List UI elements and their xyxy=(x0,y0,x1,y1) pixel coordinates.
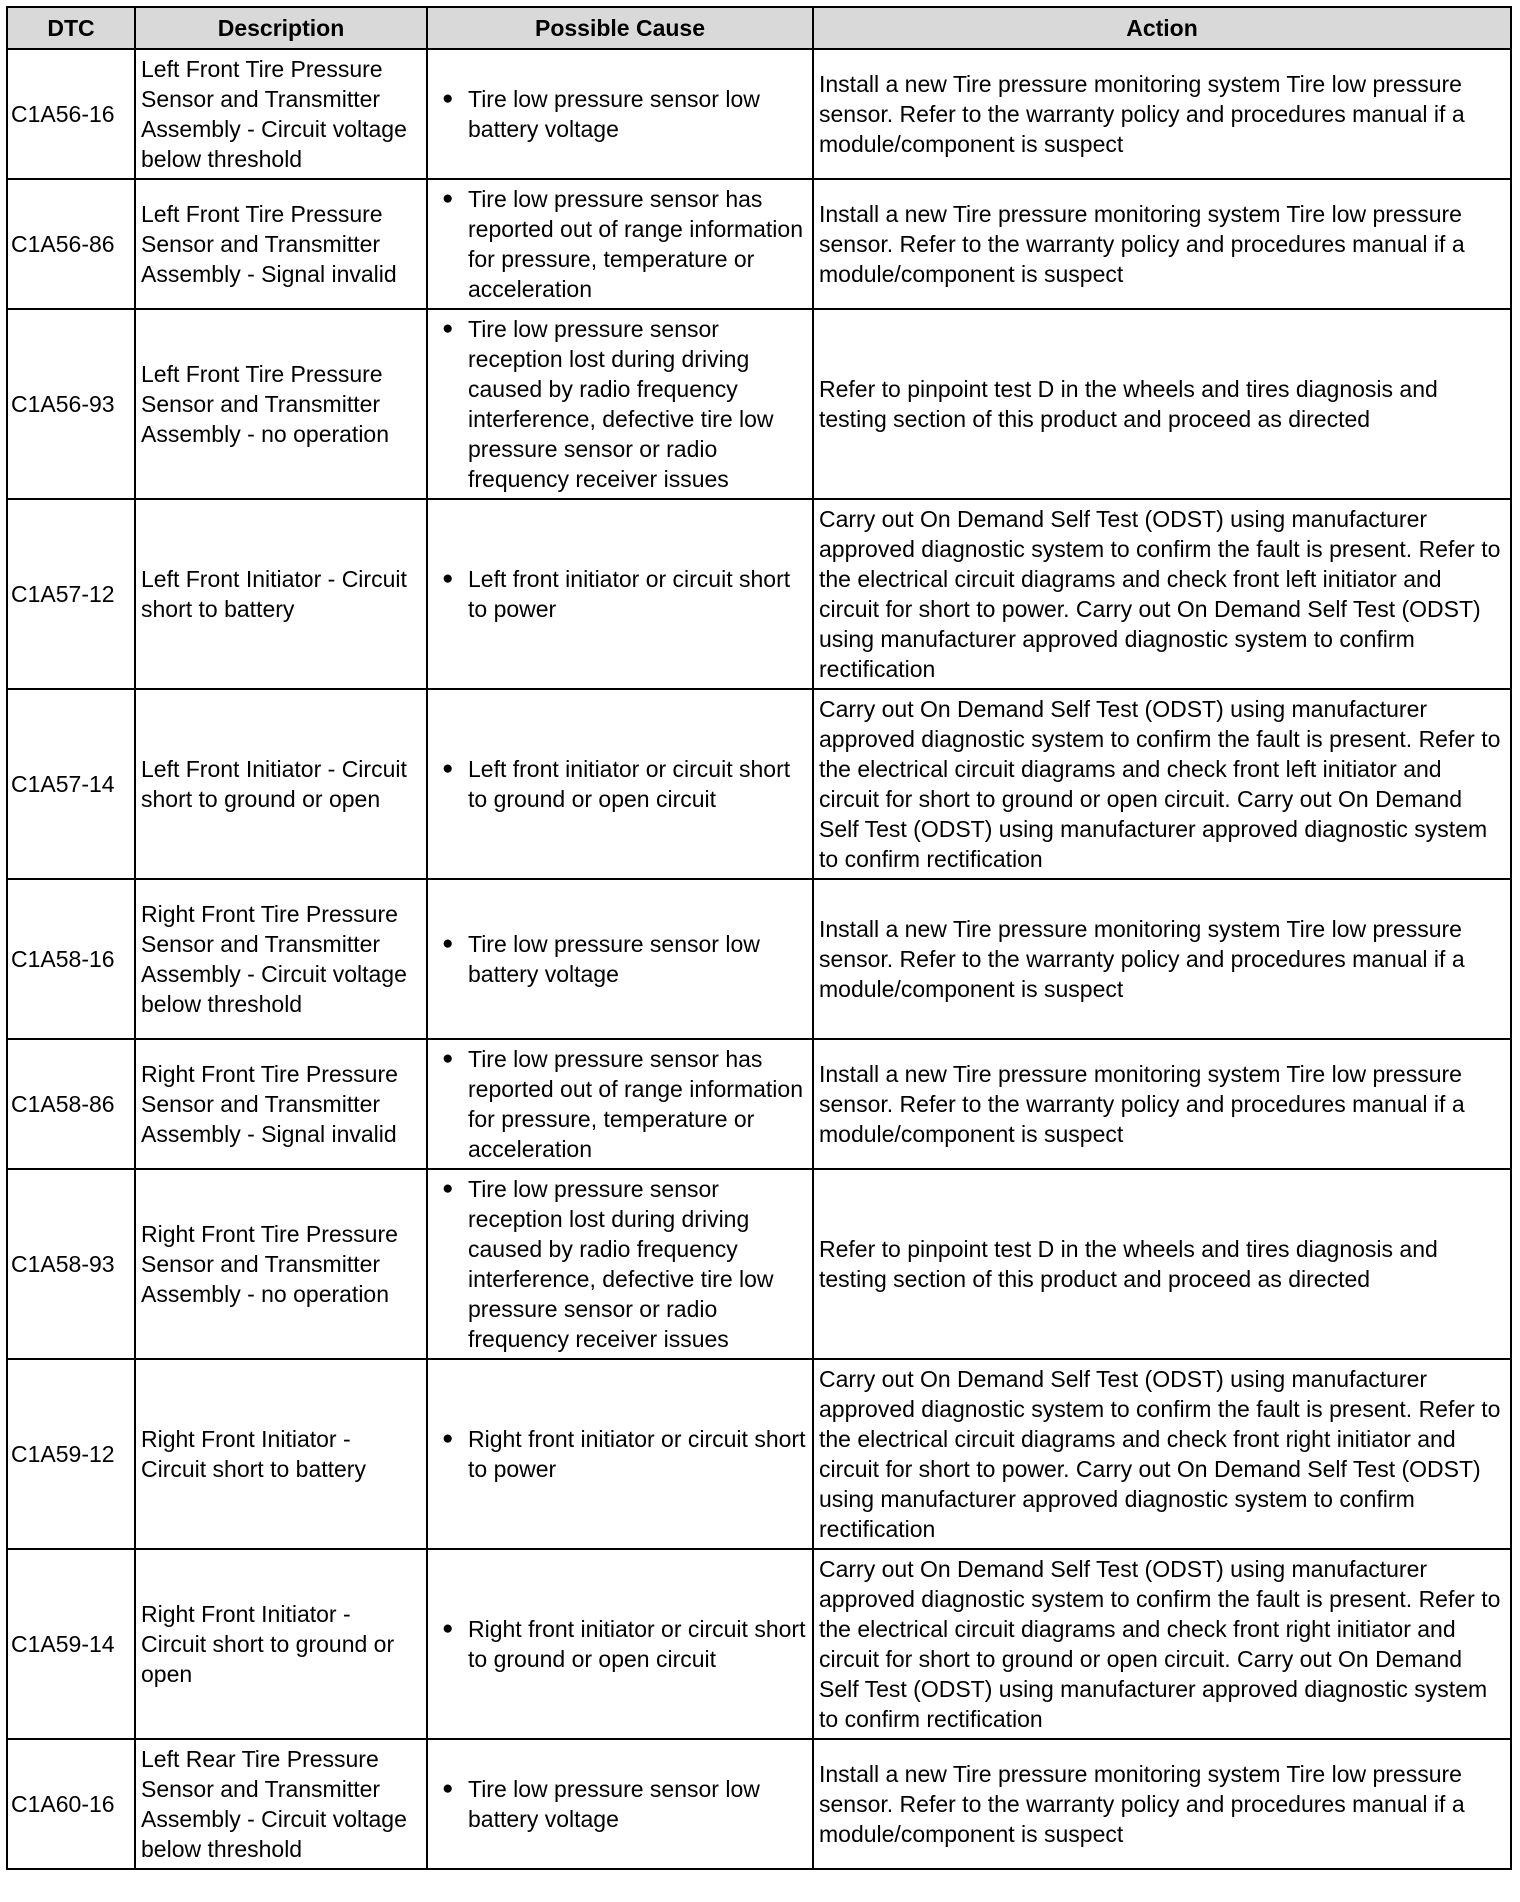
possible-cause-item: ● Tire low pressure sensor has reported out of range information for pressure, temperature or acceleration xyxy=(428,1044,806,1164)
possible-cause-cell xyxy=(427,689,813,879)
possible-cause-cell xyxy=(427,1739,813,1869)
action-text: Carry out On Demand Self Test (ODST) using manufacturer approved diagnostic system to confirm the fault is present. Refer to the electrical circuit diagrams and check front right initiator and circuit for short to ground or open circuit. Carry out On Demand Self Test (ODST) using manufacturer approved diagnostic system to confirm rectification xyxy=(813,1549,1511,1739)
dtc-code: C1A57-14 xyxy=(7,689,135,879)
table-row xyxy=(7,499,1511,689)
action-text: Install a new Tire pressure monitoring system Tire low pressure sensor. Refer to the warranty policy and procedures manual if a module/component is suspect xyxy=(813,879,1511,1039)
dtc-table-container xyxy=(6,6,1510,1870)
possible-cause-item: ● Left front initiator or circuit short to ground or open circuit xyxy=(428,754,806,814)
table-row xyxy=(7,689,1511,879)
possible-cause-cell xyxy=(427,1039,813,1169)
possible-cause-cell xyxy=(427,499,813,689)
dtc-code: C1A58-93 xyxy=(7,1169,135,1359)
dtc-description: Right Front Tire Pressure Sensor and Transmitter Assembly - Signal invalid xyxy=(135,1039,427,1169)
header-dtc: DTC xyxy=(7,7,135,49)
dtc-description: Left Rear Tire Pressure Sensor and Transmitter Assembly - Circuit voltage below threshold xyxy=(135,1739,427,1869)
dtc-code: C1A56-86 xyxy=(7,179,135,309)
possible-cause-list xyxy=(428,1614,812,1674)
possible-cause-list xyxy=(428,84,812,144)
action-text: Install a new Tire pressure monitoring system Tire low pressure sensor. Refer to the warranty policy and procedures manual if a module/component is suspect xyxy=(813,1739,1511,1869)
dtc-code: C1A56-93 xyxy=(7,309,135,499)
possible-cause-item: ● Tire low pressure sensor low battery voltage xyxy=(428,1774,806,1834)
header-description: Description xyxy=(135,7,427,49)
possible-cause-list xyxy=(428,184,812,304)
possible-cause-list xyxy=(428,1774,812,1834)
possible-cause-list xyxy=(428,1424,812,1484)
dtc-code: C1A57-12 xyxy=(7,499,135,689)
action-text: Install a new Tire pressure monitoring system Tire low pressure sensor. Refer to the warranty policy and procedures manual if a module/component is suspect xyxy=(813,179,1511,309)
possible-cause-list xyxy=(428,754,812,814)
action-text: Refer to pinpoint test D in the wheels and tires diagnosis and testing section of this product and proceed as directed xyxy=(813,1169,1511,1359)
dtc-description: Right Front Initiator - Circuit short to battery xyxy=(135,1359,427,1549)
dtc-description: Left Front Initiator - Circuit short to ground or open xyxy=(135,689,427,879)
dtc-code: C1A60-16 xyxy=(7,1739,135,1869)
header-action: Action xyxy=(813,7,1511,49)
dtc-code: C1A56-16 xyxy=(7,49,135,179)
dtc-description: Left Front Initiator - Circuit short to battery xyxy=(135,499,427,689)
action-text: Carry out On Demand Self Test (ODST) using manufacturer approved diagnostic system to confirm the fault is present. Refer to the electrical circuit diagrams and check front left initiator and circuit for short to ground or open circuit. Carry out On Demand Self Test (ODST) using manufacturer approved diagnostic system to confirm rectification xyxy=(813,689,1511,879)
possible-cause-item: ● Tire low pressure sensor has reported out of range information for pressure, temperature or acceleration xyxy=(428,184,806,304)
dtc-description: Left Front Tire Pressure Sensor and Transmitter Assembly - Circuit voltage below threshold xyxy=(135,49,427,179)
possible-cause-item: ● Tire low pressure sensor low battery voltage xyxy=(428,929,806,989)
dtc-code: C1A59-12 xyxy=(7,1359,135,1549)
action-text: Carry out On Demand Self Test (ODST) using manufacturer approved diagnostic system to confirm the fault is present. Refer to the electrical circuit diagrams and check front right initiator and circuit for short to power. Carry out On Demand Self Test (ODST) using manufacturer approved diagnostic system to confirm rectification xyxy=(813,1359,1511,1549)
header-possible-cause: Possible Cause xyxy=(427,7,813,49)
table-row xyxy=(7,1549,1511,1739)
dtc-code: C1A58-16 xyxy=(7,879,135,1039)
possible-cause-cell xyxy=(427,179,813,309)
table-row xyxy=(7,1359,1511,1549)
possible-cause-cell xyxy=(427,49,813,179)
action-text: Carry out On Demand Self Test (ODST) using manufacturer approved diagnostic system to confirm the fault is present. Refer to the electrical circuit diagrams and check front left initiator and circuit for short to power. Carry out On Demand Self Test (ODST) using manufacturer approved diagnostic system to confirm rectification xyxy=(813,499,1511,689)
dtc-description: Left Front Tire Pressure Sensor and Transmitter Assembly - Signal invalid xyxy=(135,179,427,309)
table-row xyxy=(7,179,1511,309)
table-row xyxy=(7,1739,1511,1869)
possible-cause-list xyxy=(428,314,812,494)
dtc-description: Left Front Tire Pressure Sensor and Transmitter Assembly - no operation xyxy=(135,309,427,499)
possible-cause-list xyxy=(428,564,812,624)
dtc-description: Right Front Tire Pressure Sensor and Transmitter Assembly - no operation xyxy=(135,1169,427,1359)
dtc-table xyxy=(6,6,1512,1870)
action-text: Install a new Tire pressure monitoring system Tire low pressure sensor. Refer to the warranty policy and procedures manual if a module/component is suspect xyxy=(813,49,1511,179)
possible-cause-item: ● Tire low pressure sensor reception lost during driving caused by radio frequency interference, defective tire low pressure sensor or radio frequency receiver issues xyxy=(428,1174,806,1354)
table-row xyxy=(7,309,1511,499)
possible-cause-cell xyxy=(427,879,813,1039)
action-text: Refer to pinpoint test D in the wheels and tires diagnosis and testing section of this product and proceed as directed xyxy=(813,309,1511,499)
possible-cause-list xyxy=(428,1044,812,1164)
possible-cause-cell xyxy=(427,1359,813,1549)
dtc-description: Right Front Tire Pressure Sensor and Transmitter Assembly - Circuit voltage below threshold xyxy=(135,879,427,1039)
possible-cause-cell xyxy=(427,1549,813,1739)
possible-cause-item: ● Left front initiator or circuit short to power xyxy=(428,564,806,624)
possible-cause-item: ● Right front initiator or circuit short to power xyxy=(428,1424,806,1484)
table-row xyxy=(7,879,1511,1039)
dtc-description: Right Front Initiator - Circuit short to ground or open xyxy=(135,1549,427,1739)
possible-cause-list xyxy=(428,929,812,989)
table-header-row xyxy=(7,7,1511,49)
action-text: Install a new Tire pressure monitoring system Tire low pressure sensor. Refer to the warranty policy and procedures manual if a module/component is suspect xyxy=(813,1039,1511,1169)
possible-cause-item: ● Tire low pressure sensor low battery voltage xyxy=(428,84,806,144)
possible-cause-cell xyxy=(427,309,813,499)
possible-cause-cell xyxy=(427,1169,813,1359)
possible-cause-item: ● Tire low pressure sensor reception lost during driving caused by radio frequency interference, defective tire low pressure sensor or radio frequency receiver issues xyxy=(428,314,806,494)
dtc-code: C1A58-86 xyxy=(7,1039,135,1169)
table-row xyxy=(7,1169,1511,1359)
possible-cause-item: ● Right front initiator or circuit short to ground or open circuit xyxy=(428,1614,806,1674)
dtc-code: C1A59-14 xyxy=(7,1549,135,1739)
table-row xyxy=(7,49,1511,179)
possible-cause-list xyxy=(428,1174,812,1354)
table-row xyxy=(7,1039,1511,1169)
